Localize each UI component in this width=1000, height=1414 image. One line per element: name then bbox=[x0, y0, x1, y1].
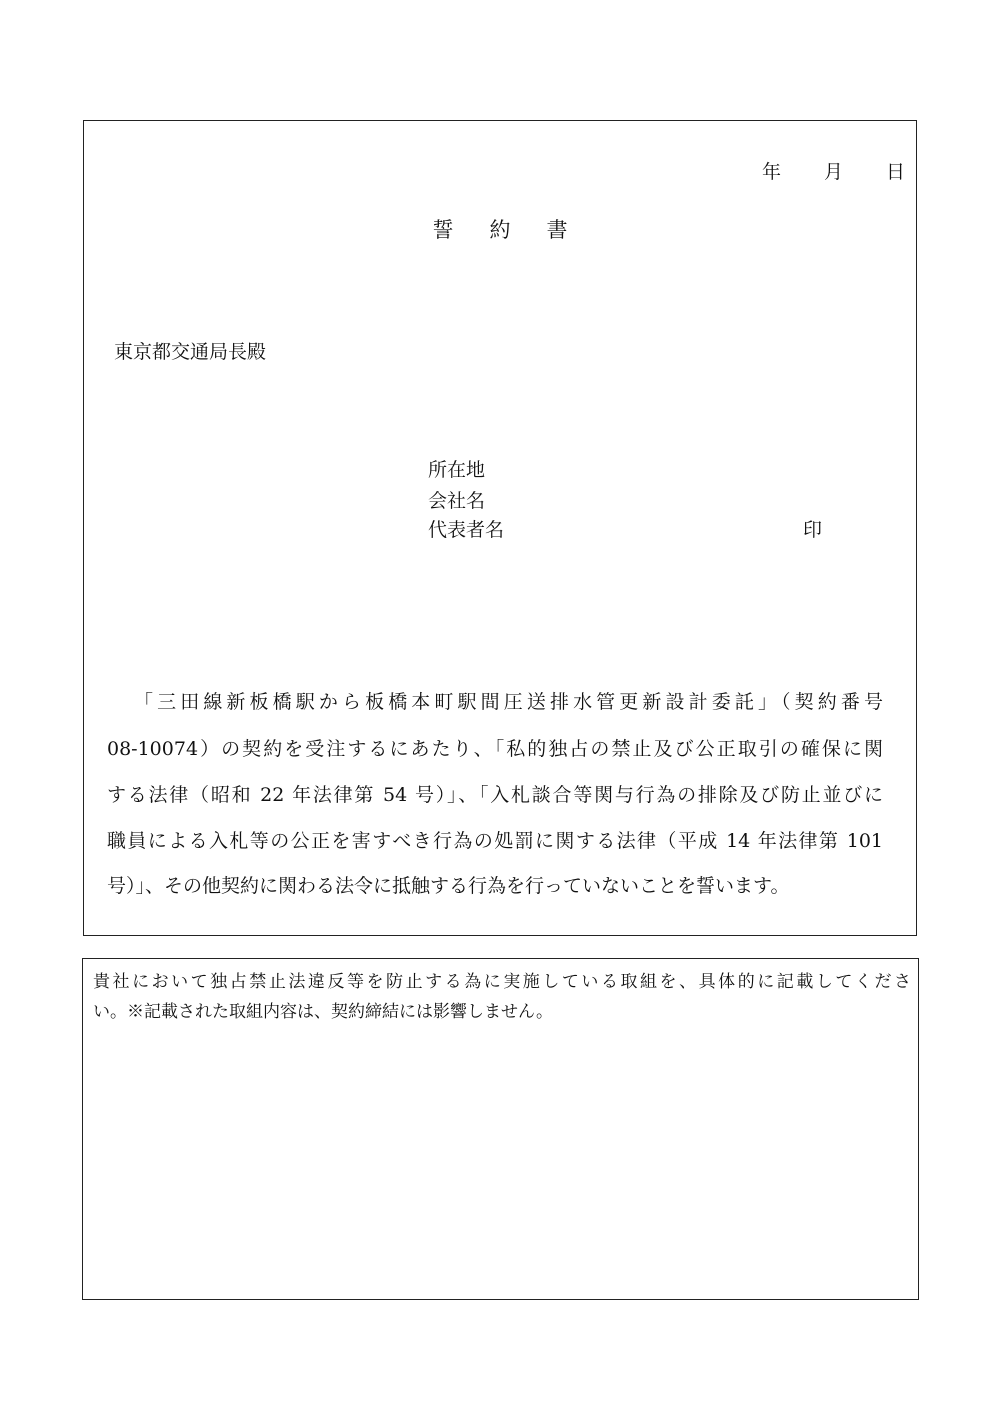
measures-instruction-line: い。※記載された取組内容は、契約締結には影響しません。 bbox=[93, 1002, 554, 1022]
document-title: 誓約書 bbox=[432, 218, 604, 242]
date-month-label: 月 bbox=[824, 161, 844, 183]
pledge-body-line: 号）」、その他契約に関わる法令に抵触する行為を行っていないことを誓います。 bbox=[107, 875, 790, 897]
pledge-body-line: 職員による入札等の公正を害すべき行為の処罰に関する法律（平成 14 年法律第 101 bbox=[107, 830, 883, 852]
date-year-label: 年 bbox=[762, 161, 782, 183]
measures-instruction-line: 貴社において独占禁止法違反等を防止する為に実施している取組を、具体的に記載してくださ bbox=[93, 972, 911, 992]
pledge-body-line: する法律（昭和 22 年法律第 54 号）」、「入札談合等関与行為の排除及び防止並びに bbox=[107, 784, 883, 806]
address-label: 所在地 bbox=[428, 459, 486, 481]
date-day-label: 日 bbox=[886, 161, 906, 183]
addressee: 東京都交通局長殿 bbox=[114, 341, 267, 363]
pledge-body-line: 08-10074）の契約を受注するにあたり、「私的独占の禁止及び公正取引の確保に関 bbox=[107, 738, 883, 760]
pledge-body-line: 「三田線新板橋駅から板橋本町駅間圧送排水管更新設計委託」（契約番号 bbox=[134, 691, 883, 713]
seal-mark: 印 bbox=[803, 519, 823, 541]
company-name-label: 会社名 bbox=[428, 490, 486, 512]
representative-name-label: 代表者名 bbox=[428, 519, 505, 541]
